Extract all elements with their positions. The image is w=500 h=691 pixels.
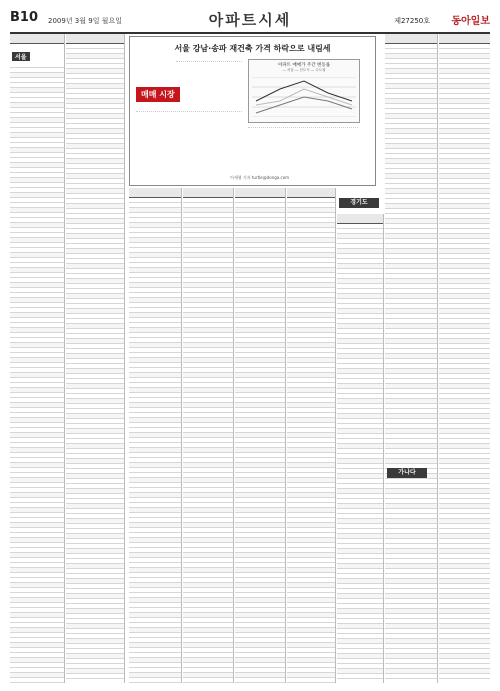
market-report-box: [129, 36, 376, 186]
column-header: [439, 34, 490, 44]
table-row: [337, 679, 383, 683]
report-body-right: [248, 127, 358, 172]
section-label: 서울: [12, 52, 30, 61]
price-rows: [66, 44, 124, 683]
page-header: [10, 6, 490, 34]
chart-title: 아파트 매매가 주간 변동률: [277, 63, 331, 68]
price-column-5: [183, 188, 234, 683]
price-rows: [337, 224, 383, 683]
reporter-byline: 이세형 기자 turtle@donga.com: [230, 175, 290, 180]
section-badge: 매매 시장: [136, 87, 180, 102]
page-title: 아파트시세: [208, 11, 292, 29]
column-header: [235, 188, 285, 198]
price-rows: [439, 44, 490, 683]
price-column-1: [10, 34, 65, 683]
table-row: [66, 679, 124, 683]
series-line-1: [256, 97, 352, 113]
price-rows: [183, 198, 233, 683]
section-label-ganada: 가나다: [387, 468, 427, 478]
chart-plot: [252, 77, 356, 117]
issue-date: 2009년 3월 9일 월요일: [48, 17, 122, 25]
price-column-7: [287, 188, 336, 683]
table-row: [385, 679, 437, 683]
column-header: [66, 34, 124, 44]
price-column-9: [385, 34, 438, 683]
price-column-6: [235, 188, 286, 683]
report-headline: 서울 강남·송파 재건축 가격 하락으로 내림세: [174, 44, 331, 53]
price-rows: [10, 63, 64, 683]
column-header: [10, 34, 64, 44]
chart-legend: — 서울 — 신도시 — 수도권: [282, 68, 326, 72]
column-header: [385, 34, 437, 44]
price-rows: [287, 198, 335, 683]
price-rows: [129, 198, 181, 683]
price-rows: [235, 198, 285, 683]
section-label-gyeonggi: 경기도: [339, 198, 379, 208]
price-column-10: [439, 34, 490, 683]
page-number: B10: [10, 10, 38, 25]
column-header: [183, 188, 233, 198]
column-header: [129, 188, 181, 198]
price-rows: [385, 44, 437, 683]
price-column-4: [129, 188, 182, 683]
weekly-change-chart: [248, 59, 360, 123]
column-header: [287, 188, 335, 198]
issue-number: 제27250호: [394, 17, 430, 25]
publisher-logo: 동아일보: [451, 16, 490, 27]
report-body-left: [176, 61, 242, 112]
table-row: [439, 679, 490, 683]
price-column-2: [66, 34, 125, 683]
column-header: [337, 214, 383, 224]
report-body-bottom: [136, 111, 242, 174]
series-line-0: [256, 81, 352, 101]
price-column-8: [337, 214, 384, 683]
